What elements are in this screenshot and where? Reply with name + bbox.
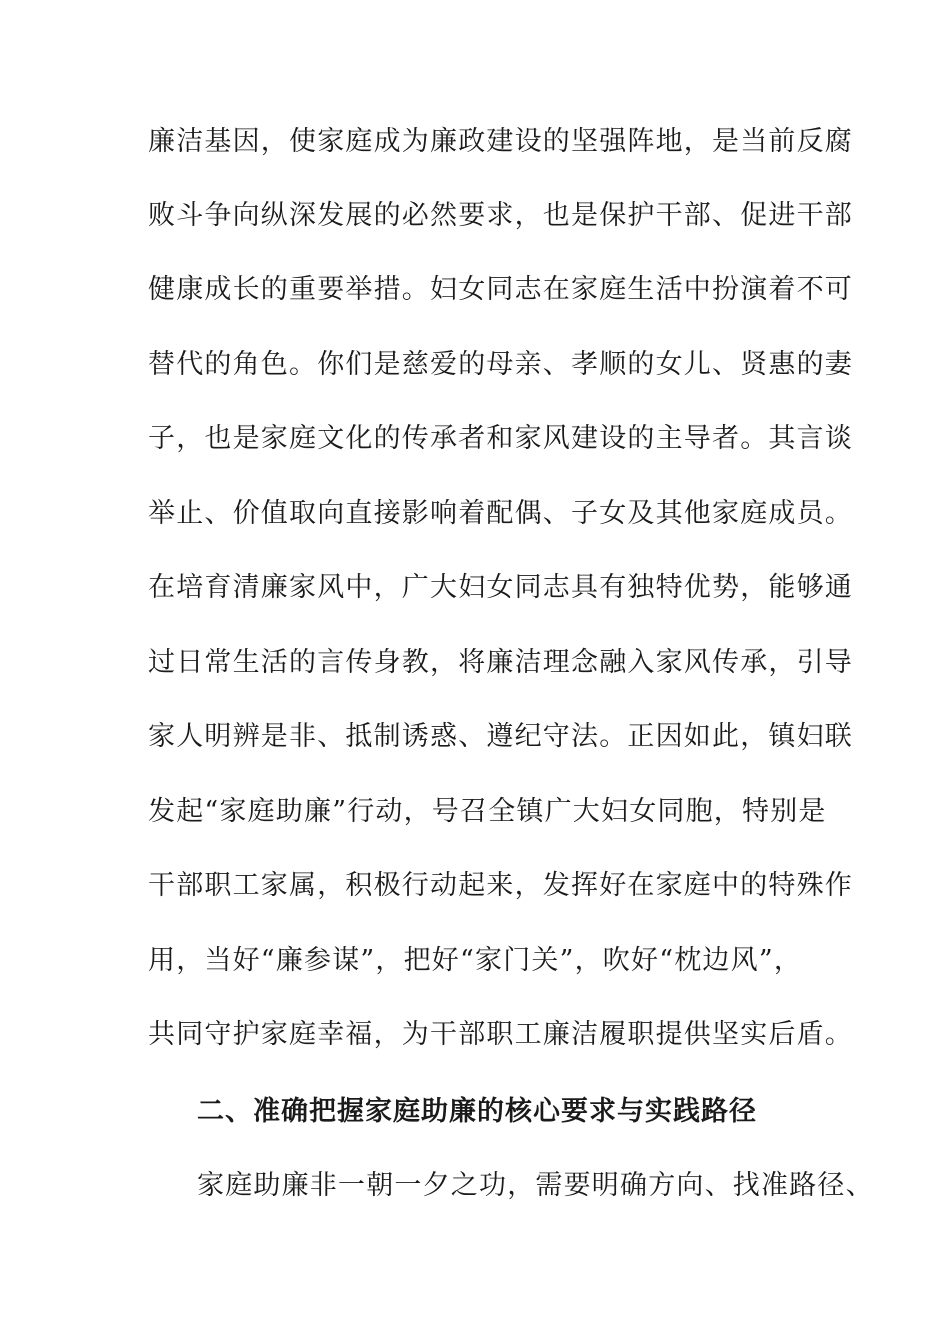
paragraph-first-line: 家庭助廉非一朝一夕之功，需要明确方向、找准路径、	[197, 1170, 874, 1201]
section-heading: 二、准确把握家庭助廉的核心要求与实践路径	[197, 1096, 757, 1127]
body-text-line: 共同守护家庭幸福，为干部职工廉洁履职提供坚实后盾。	[148, 1019, 853, 1050]
body-text-line: 健康成长的重要举措。妇女同志在家庭生活中扮演着不可	[148, 274, 853, 305]
body-text-line: 干部职工家属，积极行动起来，发挥好在家庭中的特殊作	[148, 870, 853, 901]
body-text-line: 家人明辨是非、抵制诱惑、遵纪守法。正因如此，镇妇联	[148, 721, 853, 752]
body-text-line: 子，也是家庭文化的传承者和家风建设的主导者。其言谈	[148, 423, 853, 454]
body-text-line: 过日常生活的言传身教，将廉洁理念融入家风传承，引导	[148, 647, 853, 678]
body-text-line: 在培育清廉家风中，广大妇女同志具有独特优势，能够通	[148, 572, 853, 603]
body-text-line: 用，当好“廉参谋”，把好“家门关”，吹好“枕边风”，	[148, 945, 803, 976]
body-text-line: 败斗争向纵深发展的必然要求，也是保护干部、促进干部	[148, 200, 853, 231]
body-text-line: 替代的角色。你们是慈爱的母亲、孝顺的女儿、贤惠的妻	[148, 349, 853, 380]
body-text-line: 廉洁基因，使家庭成为廉政建设的坚强阵地，是当前反腐	[148, 126, 853, 157]
body-text-line: 发起“家庭助廉”行动，号召全镇广大妇女同胞，特别是	[148, 796, 827, 827]
body-text-line: 举止、价值取向直接影响着配偶、子女及其他家庭成员。	[148, 498, 853, 529]
